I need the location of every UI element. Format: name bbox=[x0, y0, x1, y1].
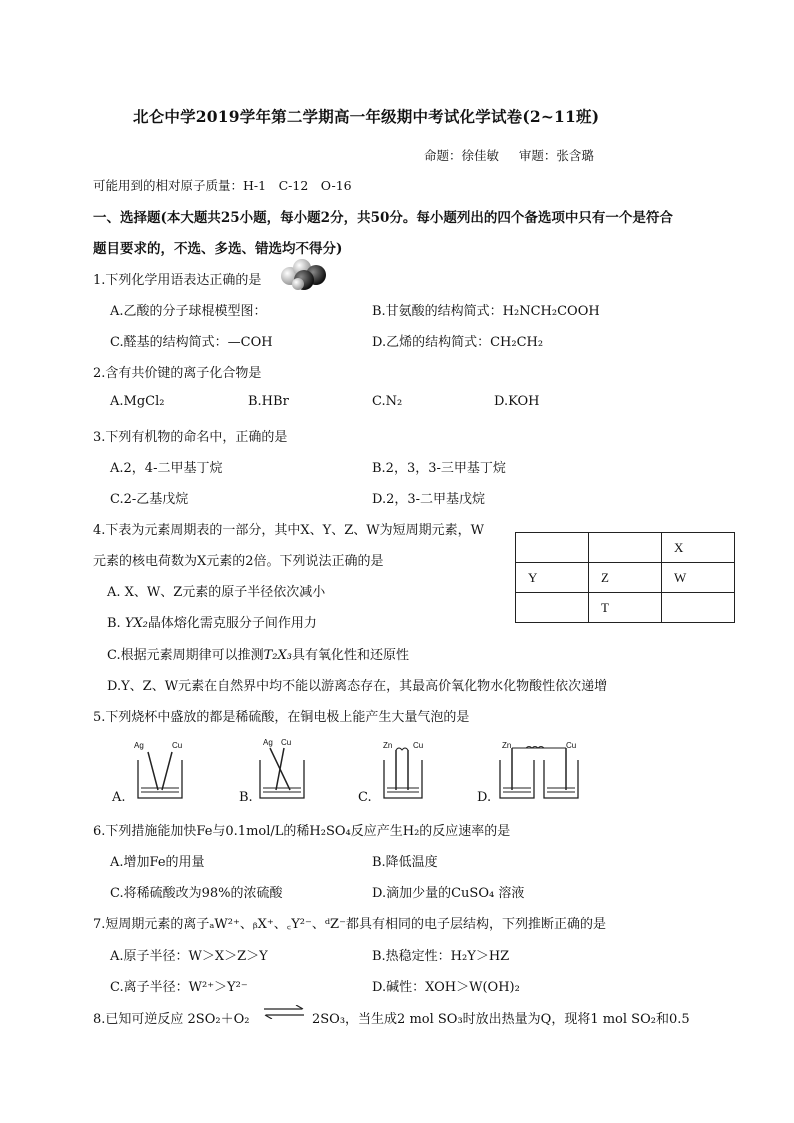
q3-option-c: C.2-乙基戊烷 bbox=[110, 492, 189, 507]
q4-b-prefix: B. bbox=[107, 616, 125, 631]
q4-option-d: D.Y、Z、W元素在自然界中均不能以游离态存在，其最高价氧化物水化物酸性依次递增 bbox=[107, 679, 608, 694]
option-label: A. bbox=[112, 790, 126, 805]
q6-option-a: A.增加Fe的用量 bbox=[110, 855, 205, 870]
table-cell: X bbox=[662, 533, 735, 563]
q4-c-formula: T₂X₃ bbox=[263, 648, 292, 663]
electrode-label: Ag bbox=[263, 738, 273, 747]
page-title: 北仑中学2019学年第二学期高一年级期中考试化学试卷(2~11班) bbox=[133, 107, 600, 126]
reversible-arrow-icon bbox=[262, 1005, 306, 1019]
q1-option-a: A.乙酸的分子球棍模型图： bbox=[110, 304, 267, 319]
electrode-label: Ag bbox=[134, 741, 144, 750]
q1-option-b: B.甘氨酸的结构简式：H₂NCH₂COOH bbox=[372, 304, 600, 319]
q2-option-c: C.N₂ bbox=[372, 394, 403, 409]
beaker-icon bbox=[378, 744, 428, 802]
q6-option-d: D.滴加少量的CuSO₄ 溶液 bbox=[372, 886, 525, 901]
beaker-pair-icon bbox=[496, 744, 582, 802]
table-row bbox=[516, 533, 735, 563]
table-cell: Y bbox=[516, 563, 589, 593]
table-cell bbox=[516, 593, 589, 623]
q6-stem: 6.下列措施能加快Fe与0.1mol/L的稀H₂SO₄反应产生H₂的反应速率的是 bbox=[93, 824, 511, 839]
electrode-label: Cu bbox=[566, 741, 577, 750]
q4-b-text: 晶体熔化需克服分子间作用力 bbox=[147, 616, 317, 631]
setter: 徐佳敏 bbox=[461, 148, 500, 163]
section-heading-line1: 一、选择题(本大题共25小题，每小题2分，共50分。每小题列出的四个备选项中只有一个是符合 bbox=[93, 210, 673, 226]
electrode-label: Zn bbox=[383, 741, 393, 750]
q3-stem: 3.下列有机物的命名中，正确的是 bbox=[93, 430, 288, 445]
option-label: C. bbox=[358, 790, 372, 805]
q3-option-d: D.2，3-二甲基戊烷 bbox=[372, 492, 486, 507]
q2-option-d: D.KOH bbox=[494, 394, 540, 409]
q7-option-a: A.原子半径：W＞X＞Z＞Y bbox=[110, 949, 268, 964]
q7-option-d: D.碱性：XOH＞W(OH)₂ bbox=[372, 980, 520, 995]
q6-option-c: C.将稀硫酸改为98%的浓硫酸 bbox=[110, 886, 283, 901]
q4-option-a: A. X、W、Z元素的原子半径依次减小 bbox=[107, 585, 326, 600]
q4-c-prefix: C.根据元素周期律可以推测 bbox=[107, 648, 264, 663]
table-cell bbox=[662, 593, 735, 623]
electrode-label: Cu bbox=[172, 741, 183, 750]
ball-stick-model-icon bbox=[276, 258, 330, 292]
q4-option-b bbox=[107, 612, 317, 631]
beaker-icon bbox=[254, 746, 310, 802]
q6-option-b: B.降低温度 bbox=[372, 855, 438, 870]
q4-option-c bbox=[107, 644, 409, 663]
electrode-label: Zn bbox=[502, 741, 512, 750]
electrode-label: Cu bbox=[413, 741, 424, 750]
table-row bbox=[516, 593, 735, 623]
option-label: B. bbox=[239, 790, 253, 805]
authors bbox=[424, 146, 594, 164]
q3-option-b: B.2，3，3-三甲基丁烷 bbox=[372, 461, 506, 476]
q8-stem-right: 2SO₃，当生成2 mol SO₃时放出热量为Q，现将1 mol SO₂和0.5 bbox=[312, 1012, 690, 1027]
q7-option-c: C.离子半径：W²⁺＞Y²⁻ bbox=[110, 980, 248, 995]
q8-stem-left: 8.已知可逆反应 2SO₂＋O₂ bbox=[93, 1012, 250, 1027]
atomic-masses: 可能用到的相对原子质量：H-1 C-12 O-16 bbox=[93, 178, 352, 193]
q1-option-c: C.醛基的结构简式：—COH bbox=[110, 335, 273, 350]
setter-label: 命题： bbox=[424, 148, 462, 163]
periodic-table-fragment bbox=[515, 532, 735, 623]
q4-stem-line1: 4.下表为元素周期表的一部分，其中X、Y、Z、W为短周期元素，W bbox=[93, 523, 484, 538]
q2-option-a: A.MgCl₂ bbox=[110, 394, 165, 409]
q2-stem: 2.含有共价键的离子化合物是 bbox=[93, 366, 262, 381]
q2-option-b: B.HBr bbox=[248, 394, 289, 409]
q3-option-a: A.2，4-二甲基丁烷 bbox=[110, 461, 223, 476]
q1-option-d: D.乙烯的结构简式：CH₂CH₂ bbox=[372, 335, 544, 350]
table-cell bbox=[516, 533, 589, 563]
q7-option-b: B.热稳定性：H₂Y＞HZ bbox=[372, 949, 510, 964]
q5-stem: 5.下列烧杯中盛放的都是稀硫酸，在铜电极上能产生大量气泡的是 bbox=[93, 710, 470, 725]
option-label: D. bbox=[477, 790, 492, 805]
q4-c-text: 具有氧化性和还原性 bbox=[291, 648, 409, 663]
q4-b-formula: YX₂ bbox=[124, 616, 148, 631]
q4-stem-line2: 元素的核电荷数为X元素的2倍。下列说法正确的是 bbox=[93, 554, 384, 569]
section-heading-line2: 题目要求的，不选、多选、错选均不得分) bbox=[93, 241, 343, 257]
q7-stem: 7.短周期元素的离子ₐW²⁺、ᵦX⁺、꜀Y²⁻、ᵈZ⁻都具有相同的电子层结构，下列推断正确的是 bbox=[93, 917, 606, 932]
table-cell bbox=[589, 533, 662, 563]
table-row bbox=[516, 563, 735, 593]
table-cell: T bbox=[589, 593, 662, 623]
table-cell: W bbox=[662, 563, 735, 593]
table-cell: Z bbox=[589, 563, 662, 593]
electrode-label: Cu bbox=[281, 738, 292, 747]
reviewer: 张含璐 bbox=[556, 148, 594, 163]
reviewer-label: 审题： bbox=[518, 148, 557, 163]
q1-stem: 1.下列化学用语表达正确的是 bbox=[93, 273, 262, 288]
beaker-icon bbox=[132, 750, 188, 802]
